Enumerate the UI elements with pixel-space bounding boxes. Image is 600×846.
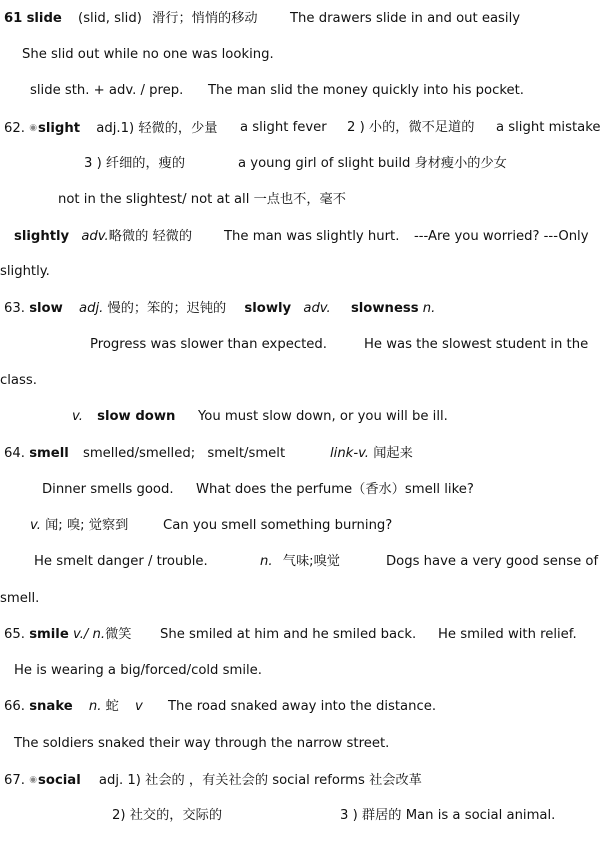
- chinese-gloss: 闻起来: [373, 446, 413, 461]
- chinese-gloss: 慢的；笨的；迟钝的: [107, 301, 227, 316]
- example-phrase: social reforms: [272, 773, 365, 788]
- sense-2: 2) 社交的，交际的: [112, 808, 223, 823]
- example-translation: 身材瘦小的少女: [414, 156, 507, 171]
- headword-snake: snake: [29, 699, 73, 714]
- part-of-speech: v.: [30, 518, 41, 533]
- sense-3: 3 ) 群居的: [340, 808, 402, 823]
- part-of-speech: link-v.: [330, 446, 370, 461]
- example-sentence: The road snaked away into the distance.: [168, 699, 437, 714]
- entry-smile-line1: [4, 627, 131, 643]
- entry-number: 66.: [4, 699, 25, 714]
- bullet-marker-icon: ◉: [29, 123, 38, 133]
- verb-forms: smelt/smelt: [207, 446, 286, 461]
- example-sentence: What does the perfume（香水）smell like?: [196, 482, 474, 497]
- part-of-speech: n.: [88, 699, 102, 714]
- example-sentence: He is wearing a big/forced/cold smile.: [14, 663, 262, 678]
- verb-forms: (slid, slid): [78, 11, 142, 26]
- chinese-gloss: 滑行；悄悄的移动: [152, 11, 258, 26]
- entry-social-line1: [4, 772, 422, 789]
- example-sentence: The man slid the money quickly into his pocket.: [208, 83, 524, 98]
- headword-slide: slide: [26, 11, 62, 26]
- entry-number: 65.: [4, 627, 25, 642]
- example-sentence-cont: smell.: [0, 591, 40, 606]
- example-translation: 社会改革: [369, 773, 422, 788]
- derived-word: slowness: [350, 301, 419, 316]
- part-of-speech: v: [135, 699, 143, 714]
- sense-3-line: [340, 808, 555, 824]
- part-of-speech: v.: [72, 409, 83, 424]
- example-sentence: Dinner smells good.: [42, 482, 174, 497]
- example-sentence: Progress was slower than expected.: [90, 337, 327, 352]
- entry-smell-line1: [4, 446, 285, 462]
- entry-snake-line1: [4, 699, 143, 715]
- phrase-line: [72, 409, 175, 425]
- phrase-translation: 一点也不，毫不: [253, 192, 346, 207]
- entry-number: 63.: [4, 301, 25, 316]
- example-sentence: Dogs have a very good sense of: [386, 554, 599, 569]
- entry-slide-line1: [4, 11, 258, 27]
- example-sentence: Can you smell something burning?: [163, 518, 393, 533]
- chinese-gloss: 蛇: [105, 699, 119, 714]
- entry-number: 67.: [4, 773, 25, 788]
- example-sentence: Man is a social animal.: [405, 808, 556, 823]
- entry-number: 62.: [4, 121, 25, 136]
- headword-smell: smell: [29, 446, 69, 461]
- example-sentence: He smelt danger / trouble.: [34, 554, 208, 569]
- example-sentence: She smiled at him and he smiled back.: [160, 627, 417, 642]
- chinese-gloss: 微笑: [105, 627, 132, 642]
- example-sentence: The man was slightly hurt.: [224, 229, 400, 244]
- dialog-sentence: ---Are you worried? ---Only: [414, 229, 589, 244]
- example-sentence: He smiled with relief.: [438, 627, 577, 642]
- example-phrase: a slight mistake: [496, 120, 600, 135]
- verb-forms: smelled/smelled;: [82, 446, 196, 461]
- example-phrase: [238, 156, 507, 172]
- example-sentence: The soldiers snaked their way through the narrow street.: [14, 736, 390, 751]
- chinese-gloss: 闻; 嗅; 觉察到: [45, 518, 129, 533]
- entry-slow-line1: [4, 301, 435, 317]
- link-verb-sense: [330, 446, 413, 462]
- entry-number: 61: [4, 11, 23, 26]
- noun-sense: [260, 554, 340, 570]
- example-sentence: She slid out while no one was looking.: [22, 47, 274, 62]
- headword-social: social: [38, 773, 81, 788]
- derived-slightly: [14, 229, 192, 245]
- chinese-gloss: 轻微的，少量: [138, 121, 218, 136]
- part-of-speech: adj.1): [96, 121, 135, 136]
- phrase-text: slow down: [97, 409, 176, 424]
- entry-slight-line1: [4, 120, 217, 137]
- part-of-speech: adv.: [81, 229, 109, 244]
- sense-2: 2 ) 小的，微不足道的: [347, 120, 475, 135]
- example-sentence: He was the slowest student in the: [364, 337, 589, 352]
- part-of-speech: v./ n.: [72, 627, 106, 642]
- part-of-speech: adj.: [79, 301, 104, 316]
- example-phrase: a slight fever: [240, 120, 327, 135]
- headword-smile: smile: [29, 627, 69, 642]
- example-sentence: You must slow down, or you will be ill.: [198, 409, 448, 424]
- bullet-marker-icon: ◉: [29, 775, 38, 785]
- phrase-text: not in the slightest/ not at all: [58, 192, 250, 207]
- usage-pattern: slide sth. + adv. / prep.: [30, 83, 184, 98]
- dialog-sentence-cont: slightly.: [0, 264, 50, 279]
- headword-slow: slow: [29, 301, 63, 316]
- headword-slight: slight: [38, 121, 81, 136]
- entry-number: 64.: [4, 446, 25, 461]
- derived-word: slightly: [14, 229, 70, 244]
- example-text: a young girl of slight build: [238, 156, 411, 171]
- phrase-line: [58, 192, 346, 208]
- part-of-speech: n.: [260, 554, 273, 569]
- part-of-speech: n.: [422, 301, 436, 316]
- chinese-gloss: 略微的 轻微的: [108, 229, 193, 244]
- verb-sense: [30, 518, 128, 534]
- sense-3: 3 ) 纤细的，瘦的: [84, 156, 186, 171]
- example-sentence-cont: class.: [0, 373, 37, 388]
- part-of-speech: adv.: [303, 301, 331, 316]
- chinese-gloss: 气味;嗅觉: [282, 554, 340, 569]
- derived-word: slowly: [244, 301, 292, 316]
- example-sentence: The drawers slide in and out easily: [290, 11, 521, 26]
- sense-1: adj. 1) 社会的 ，有关社会的: [98, 773, 269, 788]
